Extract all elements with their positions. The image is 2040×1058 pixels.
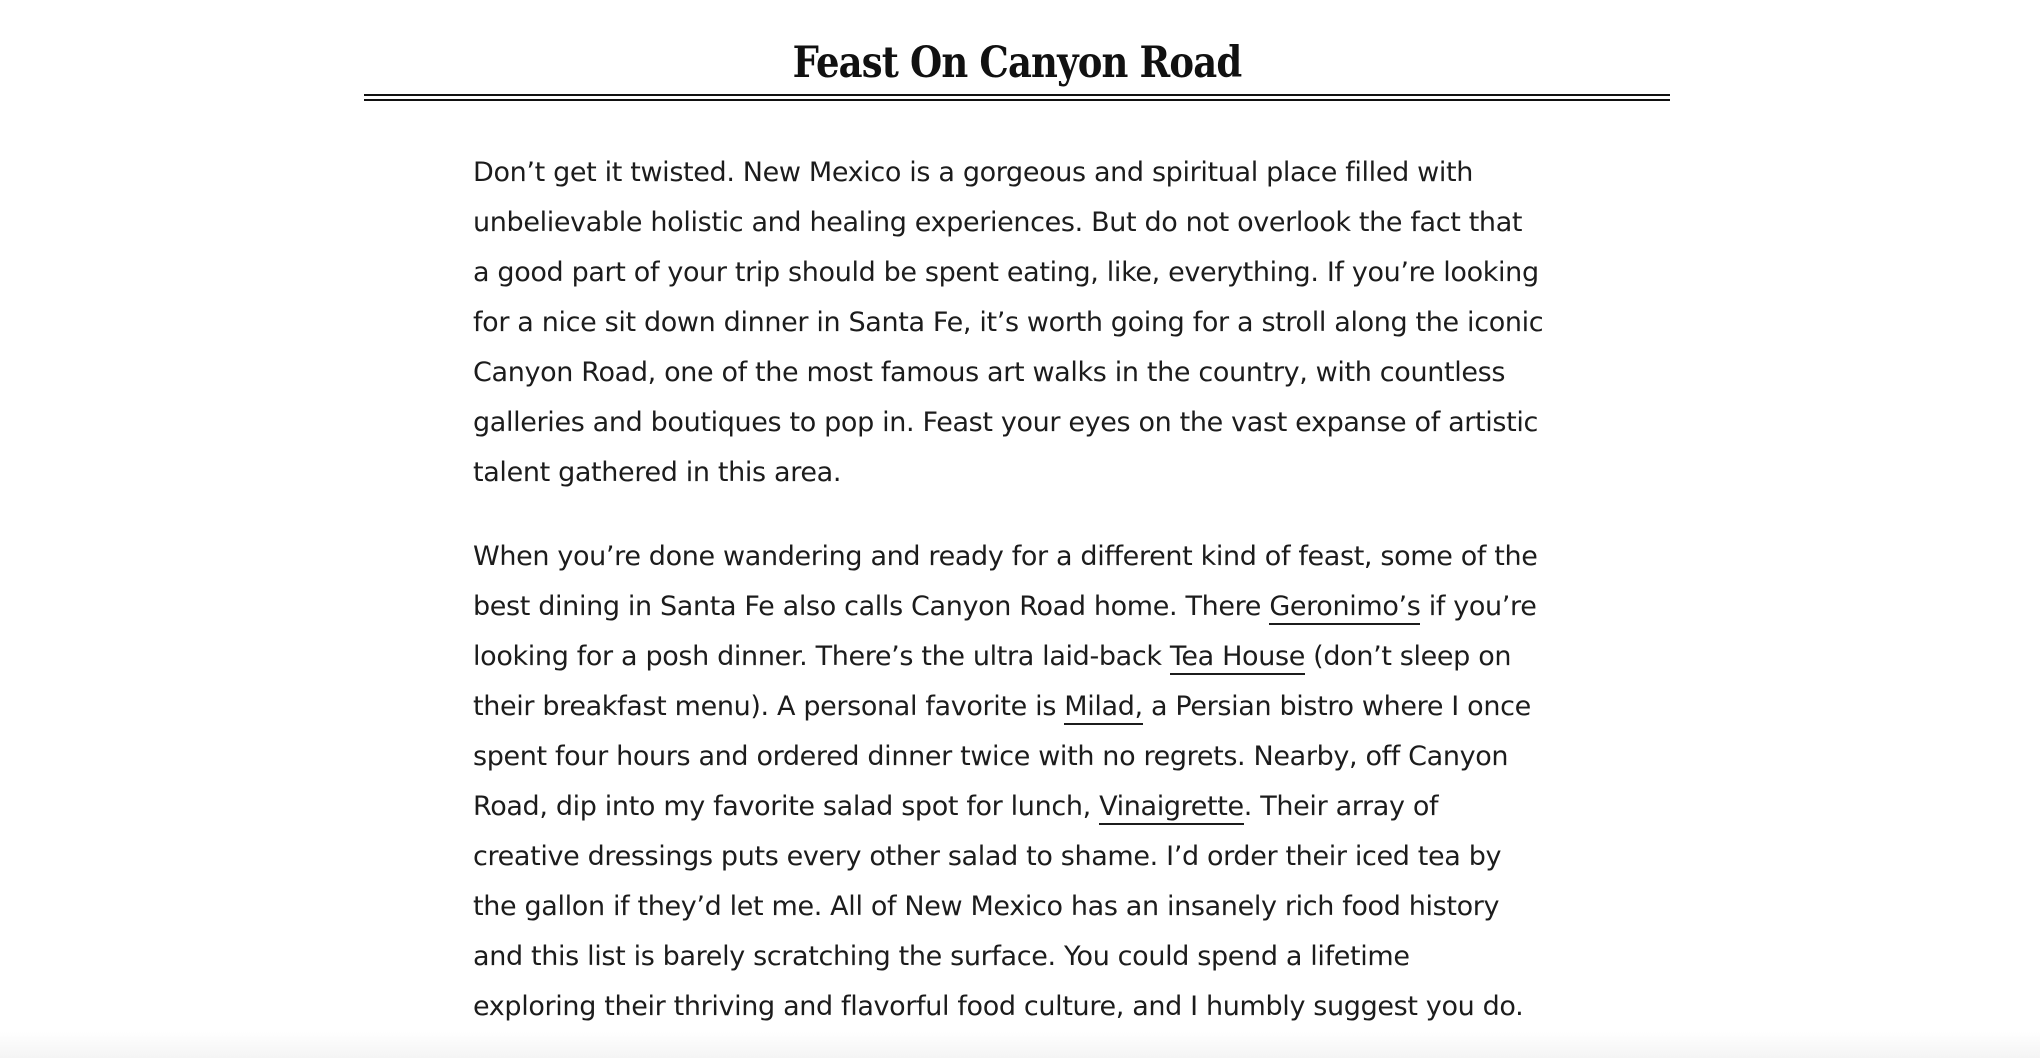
paragraph-line: for a nice sit down dinner in Santa Fe, it’s worth going for a stroll along the iconic xyxy=(473,307,1544,338)
dining-paragraph xyxy=(473,532,1573,1032)
line-text: (don’t sleep on xyxy=(1304,641,1512,672)
paragraph-line xyxy=(473,782,1573,832)
paragraph-line: talent gathered in this area. xyxy=(473,457,842,488)
article-title: Feast On Canyon Road xyxy=(792,38,1242,88)
paragraph-line: creative dressings puts every other salad to shame. I’d order their iced tea by xyxy=(473,841,1502,872)
intro-paragraph xyxy=(473,148,1573,498)
paragraph-line: galleries and boutiques to pop in. Feast your eyes on the vast expanse of artistic xyxy=(473,407,1539,438)
paragraph-line: spent four hours and ordered dinner twice with no regrets. Nearby, off Canyon xyxy=(473,741,1509,772)
line-text: a Persian bistro where I once xyxy=(1142,691,1531,722)
tea-house-link[interactable]: Tea House xyxy=(1170,641,1305,675)
vinaigrette-link[interactable]: Vinaigrette xyxy=(1099,791,1244,825)
paragraph-line: and this list is barely scratching the surface. You could spend a lifetime xyxy=(473,941,1410,972)
title-divider-bottom xyxy=(364,99,1670,101)
paragraph-line: a good part of your trip should be spent eating, like, everything. If you’re looking xyxy=(473,257,1539,288)
paragraph-line: unbelievable holistic and healing experiences. But do not overlook the fact that xyxy=(473,207,1523,238)
paragraph-line: Canyon Road, one of the most famous art walks in the country, with countless xyxy=(473,357,1506,388)
title-divider-top xyxy=(364,94,1670,96)
paragraph-line xyxy=(473,582,1573,632)
line-text: looking for a posh dinner. There’s the ultra laid-back xyxy=(473,641,1170,672)
line-text: Road, dip into my favorite salad spot for lunch, xyxy=(473,791,1100,822)
line-text: if you’re xyxy=(1420,591,1537,622)
paragraph-line xyxy=(473,682,1573,732)
line-text: . Their array of xyxy=(1243,791,1439,822)
article-header xyxy=(364,0,1670,92)
milad-link[interactable]: Milad, xyxy=(1064,691,1142,725)
paragraph-line: When you’re done wandering and ready for a different kind of feast, some of the xyxy=(473,541,1538,572)
article-body xyxy=(473,148,1573,1032)
line-text: best dining in Santa Fe also calls Canyon Road home. There xyxy=(473,591,1270,622)
page-bottom-shadow xyxy=(0,1032,2040,1058)
geronimos-link[interactable]: Geronimo’s xyxy=(1269,591,1420,625)
paragraph-line: Don’t get it twisted. New Mexico is a gorgeous and spiritual place filled with xyxy=(473,157,1473,188)
paragraph-line xyxy=(473,632,1573,682)
paragraph-line: the gallon if they’d let me. All of New Mexico has an insanely rich food history xyxy=(473,891,1500,922)
line-text: their breakfast menu). A personal favorite is xyxy=(473,691,1065,722)
paragraph-line: exploring their thriving and flavorful food culture, and I humbly suggest you do. xyxy=(473,991,1524,1022)
